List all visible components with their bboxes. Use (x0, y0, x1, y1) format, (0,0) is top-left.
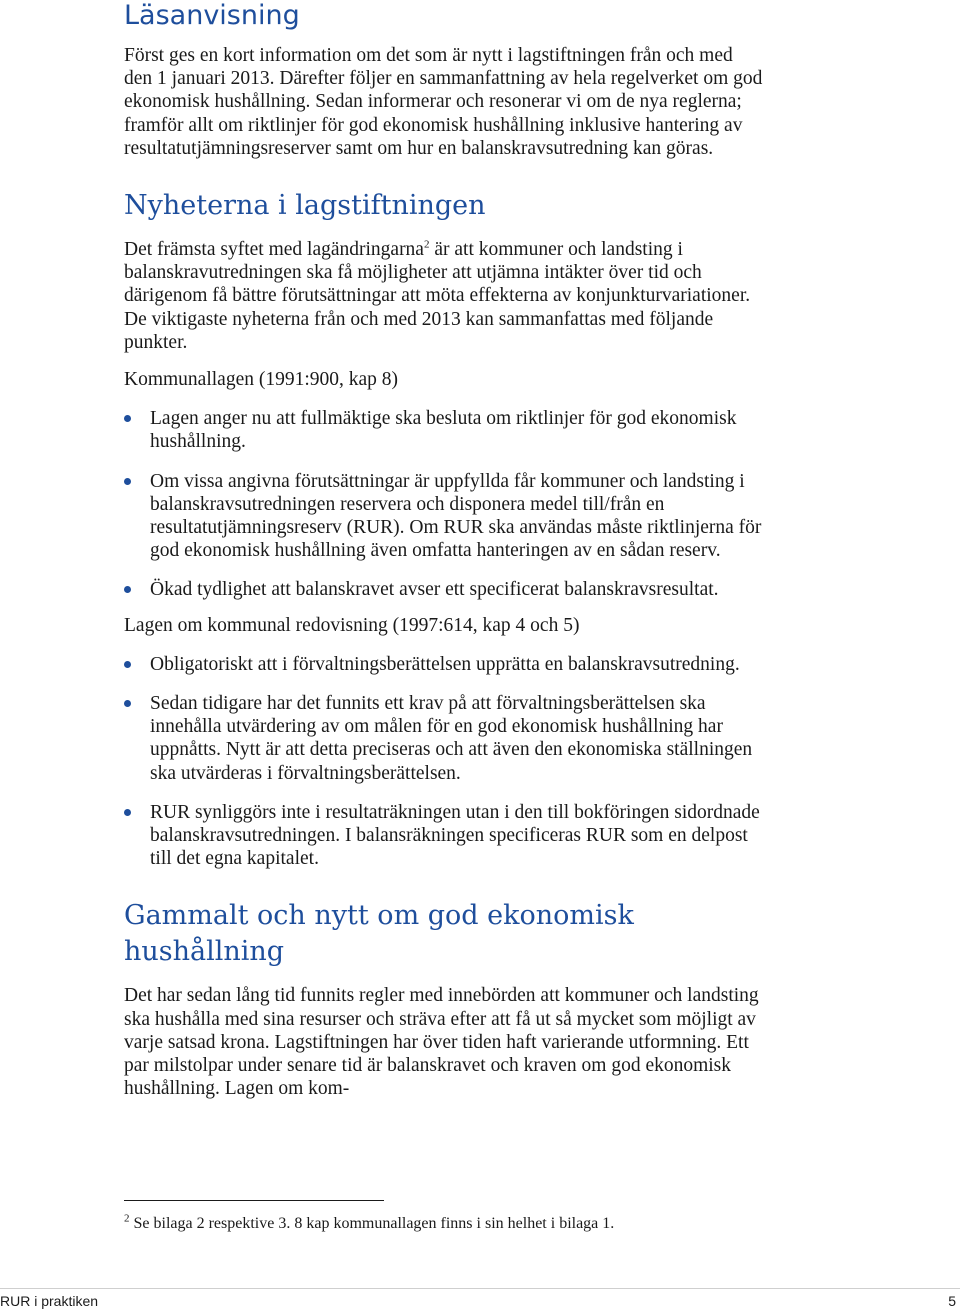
footer-divider (0, 1288, 960, 1289)
footnote-number: 2 (124, 1212, 130, 1225)
list-item-text: Lagen anger nu att fullmäktige ska besluta om riktlinjer för god ekonomisk hushållning. (150, 408, 737, 453)
paragraph-nyheterna (124, 238, 764, 354)
list-item-text: Obligatoriskt att i förvaltningsberättelsen upprätta en balanskravsutredning. (150, 653, 740, 675)
footnote-text: Se bilaga 2 respektive 3. 8 kap kommunallagen finns i sin helhet i bilaga 1. (129, 1215, 615, 1232)
paragraph-lasanvisning: Först ges en kort information om det som är nytt i lagstiftningen från och med den 1 januari 2013. Därefter följer en sammanfattning av hela regelverket om god ekonomisk hushållning. Sedan informerar och resonerar vi om de nya reglerna; framför allt om riktlinjer för god ekonomisk hushållning inklusive hantering av resultatutjämningsreserver samt om hur en balanskravsutredning kan göras. (124, 45, 763, 159)
list-item-text: RUR synliggörs inte i resultaträkningen utan i den till bokföringen sidordnade balanskravsutredningen. I balansräkningen specificeras RUR som en delpost till det egna kapitalet. (150, 801, 760, 870)
list-item (124, 653, 764, 676)
bullet-icon (124, 700, 131, 707)
bullet-icon (124, 586, 131, 593)
footnote-ref: 2 (423, 238, 430, 251)
bullet-icon (124, 478, 131, 485)
list-item (124, 407, 764, 453)
footnote (124, 1214, 614, 1234)
list-item (124, 470, 764, 563)
bullet-icon (124, 809, 131, 816)
heading-lasanvisning: Läsanvisning (124, 0, 300, 31)
page-number: 5 (948, 1293, 956, 1309)
bullet-icon (124, 415, 131, 422)
list-redovisning (124, 653, 764, 871)
list-item-text: Ökad tydlighet att balanskravet avser ett specificerat balanskravsresultat. (150, 579, 719, 601)
list-kommunallagen (124, 407, 764, 601)
paragraph-nyheterna-part2: är att kommuner och landsting i balanskravutredningen ska få möjligheter att utjämna intäkter över tid och därigenom få bättre förutsättningar att möta effekterna av konjunkturvariationer. De viktigaste nyheterna från och med 2013 kan sammanfattas med följande punkter. (124, 239, 751, 353)
page-content (124, 0, 764, 1101)
paragraph-gammalt: Det har sedan lång tid funnits regler med innebörden att kommuner och landsting ska hushålla med sina resurser och sträva efter att få ut så mycket som möjligt av varje satsad krona. Lagstiftningen har över tiden haft varierande utformning. Ett par milstolpar under senare tid är balanskravet och kraven om god ekonomisk hushållning. Lagen om kom- (124, 985, 759, 1100)
list-item (124, 692, 764, 785)
footer-title: RUR i praktiken (0, 1293, 99, 1309)
paragraph-nyheterna-part1: Det främsta syftet med lagändringarna (124, 239, 424, 261)
list-item-text: Sedan tidigare har det funnits ett krav på att förvaltningsberättelsen ska innehålla utvärdering av om målen för en god ekonomisk hushållning har uppnåtts. Nytt är att detta preciseras och att även den ekonomiska ställningen ska utvärderas i förvaltningsberättelsen. (150, 693, 753, 784)
list-item (124, 578, 764, 601)
heading-nyheterna: Nyheterna i lagstiftningen (124, 190, 486, 222)
bullet-icon (124, 661, 131, 668)
subheading-redovisning: Lagen om kommunal redovisning (1997:614, kap 4 och 5) (124, 614, 580, 636)
list-item-text: Om vissa angivna förutsättningar är uppfyllda får kommuner och landsting i balanskravsutredningen reservera och disponera medel till/från en resultatutjämningsreserv (RUR). Om RUR ska användas måste riktlinjerna för god ekonomisk hushållning även omfatta hanteringen av en sådan reserv. (150, 470, 762, 562)
subheading-kommunallagen: Kommunallagen (1991:900, kap 8) (124, 369, 399, 391)
footnote-divider (124, 1200, 384, 1201)
list-item (124, 801, 764, 871)
heading-gammalt: Gammalt och nytt om god ekonomisk hushållning (124, 900, 634, 968)
